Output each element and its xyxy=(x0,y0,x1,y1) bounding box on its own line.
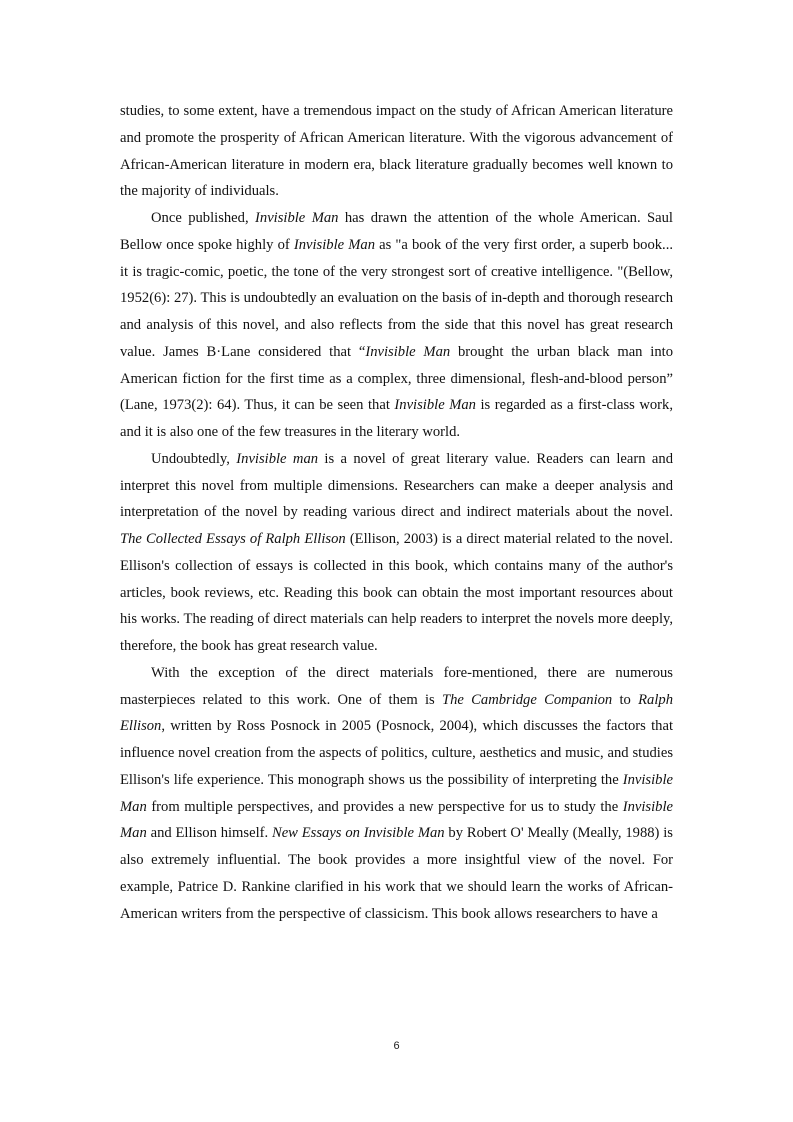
paragraph-2 xyxy=(120,205,673,446)
paragraph-text: Undoubtedly, xyxy=(151,450,237,467)
paragraph-text: from multiple perspectives, and provides a new perspective for us to study the xyxy=(146,798,623,815)
paragraph-text: is a novel of great literary value. Readers can learn and interpret this novel from multiple dimensions. Researchers can make a deeper analysis and interpretation of the novel by reading various direct and indirect materials about the novel. xyxy=(120,450,673,521)
paragraph-text: studies, to some extent, have a tremendous impact on the study of African American literature and promote the prosperity of African American literature. With the vigorous advancement of African-American literature in modern era, black literature gradually becomes well known to the majority of individuals. xyxy=(120,103,673,200)
paragraph-text: Once published, xyxy=(151,210,256,226)
paragraph-text: by Robert O' Meally (Meally, 1988) is also extremely influential. The book provides a more insightful view of the novel. For example, Patrice D. Rankine clarified in his work that we should learn the works of African-American writers from the perspective of classicism. This book allows researchers to have a xyxy=(120,825,673,922)
italic-title: Invisible Man xyxy=(120,798,673,842)
paragraph-4 xyxy=(120,660,673,928)
italic-title: Invisible Man xyxy=(293,236,375,253)
document-body xyxy=(120,98,673,927)
italic-title: Invisible Man xyxy=(120,771,673,815)
italic-title: The Collected Essays of Ralph Ellison xyxy=(120,531,346,547)
italic-title: Invisible man xyxy=(236,450,319,467)
italic-title: Invisible Man xyxy=(394,397,476,414)
italic-title: Ralph Ellison xyxy=(120,691,673,735)
paragraph-text: and Ellison himself. xyxy=(146,825,272,842)
paragraph-text: to xyxy=(612,691,639,708)
paragraph-text: is regarded as a first-class work, and it is also one of the few treasures in the literary world. xyxy=(120,397,673,440)
paragraph-text: (Ellison, 2003) is a direct material related to the novel. Ellison's collection of essays is collected in this book, which contains many of the author's articles, book reviews, etc. Reading this book can obtain the most important resources about his works. The reading of direct materials can help readers to interpret the novels more deeply, therefore, the book has great research value. xyxy=(120,531,673,654)
paragraph-text: , written by Ross Posnock in 2005 (Posnock, 2004), which discusses the factors that influence novel creation from the aspects of politics, culture, aesthetics and music, and studies Ellison's life experience. This monograph shows us the possibility of interpreting the xyxy=(120,718,673,788)
paragraph-text: as "a book of the very first order, a superb book... it is tragic-comic, poetic, the tone of the very strongest sort of creative intelligence. "(Bellow, 1952(6): 27). This is undoubtedly an evaluation on the basis of in-depth and thorough research and analysis of this novel, and also reflects from the side that this novel has great research value. James B·Lane considered that “ xyxy=(120,236,673,360)
paragraph-text: With the exception of the direct materials fore-mentioned, there are numerous masterpieces related to this work. One of them is xyxy=(120,664,673,708)
paragraph-text: brought the urban black man into American fiction for the first time as a complex, three dimensional, flesh-and-blood person” (Lane, 1973(2): 64). Thus, it can be seen that xyxy=(120,343,673,414)
italic-title: New Essays on Invisible Man xyxy=(271,825,445,842)
italic-title: Invisible Man xyxy=(255,210,339,226)
page-number: 6 xyxy=(393,1040,400,1052)
paragraph-1 xyxy=(120,98,673,205)
paragraph-3 xyxy=(120,446,673,660)
italic-title: Invisible Man xyxy=(365,343,451,360)
italic-title: The Cambridge Companion xyxy=(442,691,613,708)
paragraph-text: has drawn the attention of the whole American. Saul Bellow once spoke highly of xyxy=(120,210,673,253)
